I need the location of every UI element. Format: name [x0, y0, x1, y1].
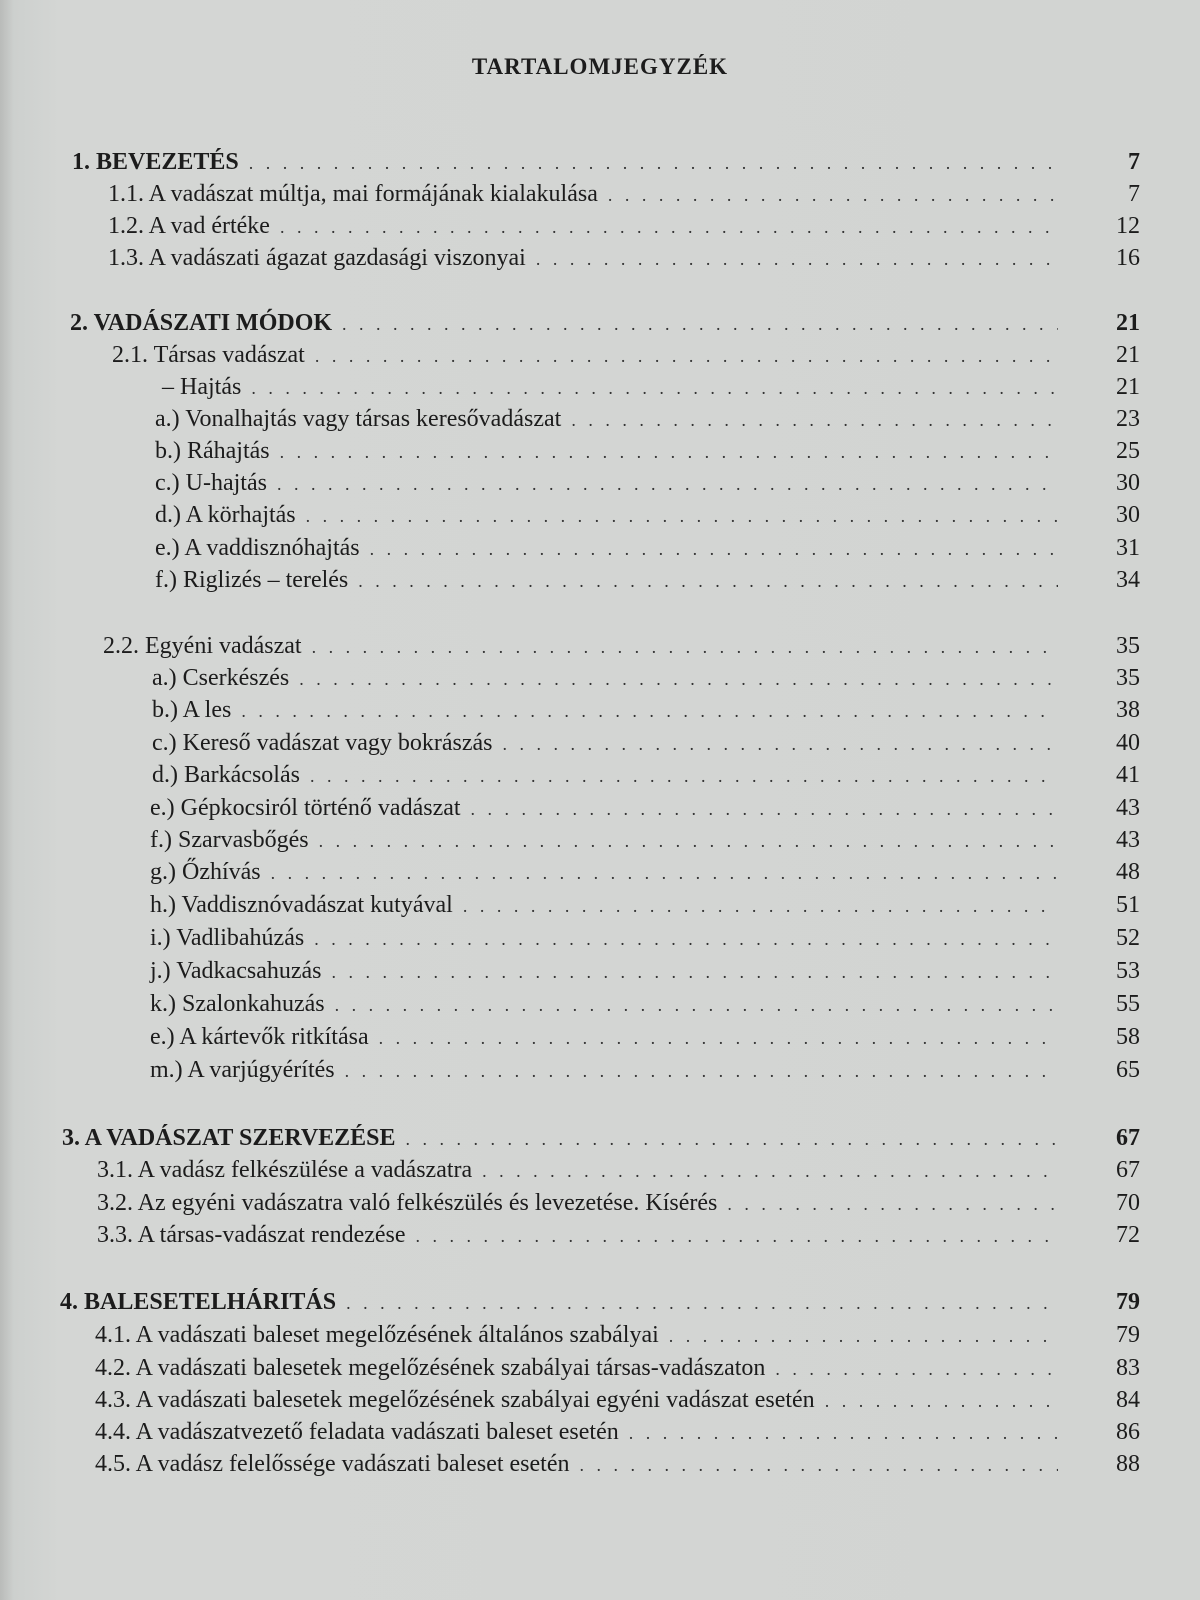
- toc-entry-label: 1. BEVEZETÉS: [72, 149, 239, 175]
- dot-leader: [775, 1353, 1058, 1385]
- toc-page-number: 67: [1116, 1125, 1140, 1151]
- toc-page-number: 79: [1116, 1289, 1140, 1315]
- toc-entry: [150, 1054, 1140, 1086]
- dot-leader: [319, 825, 1058, 857]
- toc-page-number: 55: [1116, 991, 1140, 1017]
- toc-page-number: 21: [1116, 310, 1140, 336]
- dot-leader: [251, 372, 1058, 404]
- toc-entry-label: h.) Vaddisznóvadászat kutyával: [150, 892, 453, 918]
- toc-entry-label: k.) Szalonkahuzás: [150, 991, 325, 1017]
- toc-page-number: 21: [1116, 342, 1140, 368]
- toc-entry-label: 3.1. A vadász felkészülése a vadászatra: [97, 1157, 473, 1183]
- toc-entry-label: 3.2. Az egyéni vadászatra való felkészülés és levezetése. Kísérés: [97, 1190, 718, 1216]
- toc-page-number: 41: [1116, 762, 1140, 788]
- toc-page-number: 88: [1116, 1451, 1140, 1477]
- dot-leader: [536, 243, 1058, 275]
- toc-entry: [108, 242, 1140, 274]
- toc-entry: [152, 727, 1140, 759]
- toc-page-number: 40: [1116, 730, 1140, 756]
- toc-entry-label: 4.1. A vadászati baleset megelőzésének általános szabályai: [95, 1322, 659, 1348]
- toc-page-number: 34: [1116, 567, 1140, 593]
- toc-page-number: 31: [1116, 535, 1140, 561]
- toc-page-number: 12: [1116, 213, 1140, 239]
- toc-page-number: 23: [1116, 406, 1140, 432]
- toc-entry-label: 3. A VADÁSZAT SZERVEZÉSE: [62, 1125, 396, 1151]
- toc-entry-label: 2.1. Társas vadászat: [112, 342, 305, 368]
- toc-entry-label: e.) A vaddisznóhajtás: [155, 535, 360, 561]
- toc-chapter-entry: [62, 1122, 1140, 1154]
- toc-page-number: 58: [1116, 1024, 1140, 1050]
- toc-entry: [97, 1154, 1140, 1186]
- toc-page-number: 86: [1116, 1419, 1140, 1445]
- toc-entry: [155, 499, 1140, 531]
- toc-entry-label: 4.3. A vadászati balesetek megelőzésének szabályai egyéni vadászat esetén: [95, 1387, 815, 1413]
- dot-leader: [379, 1022, 1058, 1054]
- toc-entry-label: 2.2. Egyéni vadászat: [103, 633, 302, 659]
- toc-entry-label: j.) Vadkacsahuzás: [150, 958, 322, 984]
- toc-page-number: 52: [1116, 925, 1140, 951]
- toc-entry: [150, 824, 1140, 856]
- dot-leader: [310, 760, 1058, 792]
- toc-entry: [103, 630, 1140, 662]
- page-title: TARTALOMJEGYZÉK: [471, 54, 729, 79]
- toc-entry-label: 3.3. A társas-vadászat rendezése: [97, 1222, 406, 1248]
- toc-entry-label: g.) Őzhívás: [150, 859, 261, 885]
- dot-leader: [314, 923, 1058, 955]
- toc-entry: [95, 1416, 1140, 1448]
- toc-entry: [95, 1448, 1140, 1480]
- dot-leader: [241, 695, 1058, 727]
- toc-chapter-entry: [72, 146, 1140, 178]
- toc-entry-label: c.) Kereső vadászat vagy bokrászás: [152, 730, 493, 756]
- toc-entry: [95, 1319, 1140, 1351]
- toc-page-number: 30: [1116, 502, 1140, 528]
- dot-leader: [503, 728, 1058, 760]
- toc-entry: [155, 467, 1140, 499]
- toc-entry-label: m.) A varjúgyérítés: [150, 1057, 335, 1083]
- toc-entry-label: b.) Ráhajtás: [155, 438, 270, 464]
- toc-page-number: 43: [1116, 827, 1140, 853]
- toc-entry: [155, 564, 1140, 596]
- toc-page-number: 25: [1116, 438, 1140, 464]
- dot-leader: [406, 1123, 1058, 1155]
- toc-entry: [95, 1384, 1140, 1416]
- toc-chapter-entry: [70, 307, 1140, 339]
- toc-entry: [108, 210, 1140, 242]
- toc-entry: [95, 1352, 1140, 1384]
- toc-entry: [155, 403, 1140, 435]
- toc-entry-label: e.) Gépkocsiról történő vadászat: [150, 795, 461, 821]
- dot-leader: [346, 1287, 1058, 1319]
- dot-leader: [335, 989, 1058, 1021]
- toc-page-number: 70: [1116, 1190, 1140, 1216]
- toc-entry-label: 4.4. A vadászatvezető feladata vadászati baleset esetén: [95, 1419, 619, 1445]
- dot-leader: [463, 890, 1058, 922]
- toc-entry-label: 4.2. A vadászati balesetek megelőzésének szabályai társas-vadászaton: [95, 1355, 766, 1381]
- dot-leader: [280, 436, 1058, 468]
- toc-page-number: 67: [1116, 1157, 1140, 1183]
- toc-entry: [152, 662, 1140, 694]
- toc-entry-label: i.) Vadlibahúzás: [150, 925, 305, 951]
- toc-entry: [150, 955, 1140, 987]
- toc-entry: [155, 435, 1140, 467]
- toc-entry-label: a.) Vonalhajtás vagy társas keresővadászat: [155, 406, 562, 432]
- dot-leader: [299, 663, 1058, 695]
- dot-leader: [669, 1320, 1058, 1352]
- toc-entry: [150, 792, 1140, 824]
- toc-page-number: 7: [1128, 149, 1140, 175]
- dot-leader: [608, 179, 1058, 211]
- toc-page-number: 7: [1128, 181, 1140, 207]
- toc-page-number: 84: [1116, 1387, 1140, 1413]
- toc-entry: [150, 988, 1140, 1020]
- toc-entry: [152, 759, 1140, 791]
- toc-entry-label: b.) A les: [152, 697, 232, 723]
- toc-entry-label: f.) Szarvasbőgés: [150, 827, 309, 853]
- toc-entry: [112, 339, 1140, 371]
- toc-entry-label: – Hajtás: [162, 374, 242, 400]
- toc-page-number: 53: [1116, 958, 1140, 984]
- toc-entry-label: d.) A körhajtás: [155, 502, 296, 528]
- toc-page-number: 30: [1116, 470, 1140, 496]
- toc-entry: [150, 1021, 1140, 1053]
- dot-leader: [312, 631, 1058, 663]
- dot-leader: [629, 1417, 1058, 1449]
- dot-leader: [579, 1449, 1058, 1481]
- toc-page-number: 48: [1116, 859, 1140, 885]
- dot-leader: [277, 468, 1058, 500]
- toc-entry: [150, 856, 1140, 888]
- toc-page-number: 16: [1116, 245, 1140, 271]
- toc-entry: [108, 178, 1140, 210]
- toc-entry-label: c.) U-hajtás: [155, 470, 267, 496]
- toc-page-number: 38: [1116, 697, 1140, 723]
- dot-leader: [571, 404, 1058, 436]
- toc-entry: [150, 922, 1140, 954]
- toc-page-number: 72: [1116, 1222, 1140, 1248]
- toc-entry-label: a.) Cserkészés: [152, 665, 290, 691]
- toc-page-number: 83: [1116, 1355, 1140, 1381]
- toc-entry: [162, 371, 1140, 403]
- dot-leader: [249, 147, 1058, 179]
- toc-entry-label: 2. VADÁSZATI MÓDOK: [70, 310, 333, 336]
- dot-leader: [416, 1220, 1058, 1252]
- toc-page-number: 43: [1116, 795, 1140, 821]
- dot-leader: [471, 793, 1058, 825]
- toc-entry-label: 1.3. A vadászati ágazat gazdasági viszonyai: [108, 245, 526, 271]
- dot-leader: [727, 1188, 1058, 1220]
- dot-leader: [315, 340, 1058, 372]
- toc-page-number: 35: [1116, 665, 1140, 691]
- dot-leader: [358, 565, 1058, 597]
- toc-entry: [155, 532, 1140, 564]
- toc-entry: [152, 694, 1140, 726]
- dot-leader: [345, 1055, 1058, 1087]
- dot-leader: [825, 1385, 1058, 1417]
- toc-page-number: 65: [1116, 1057, 1140, 1083]
- dot-leader: [482, 1155, 1058, 1187]
- toc-entry-label: 1.1. A vadászat múltja, mai formájának kialakulása: [108, 181, 598, 207]
- toc-chapter-entry: [60, 1286, 1140, 1318]
- dot-leader: [280, 211, 1058, 243]
- toc-entry-label: d.) Barkácsolás: [152, 762, 300, 788]
- toc-page-number: 51: [1116, 892, 1140, 918]
- dot-leader: [342, 308, 1058, 340]
- dot-leader: [370, 533, 1058, 565]
- toc-entry-label: 1.2. A vad értéke: [108, 213, 270, 239]
- dot-leader: [332, 956, 1059, 988]
- dot-leader: [306, 500, 1058, 532]
- toc-entry-label: f.) Riglizés – terelés: [155, 567, 349, 593]
- toc-page-number: 79: [1116, 1322, 1140, 1348]
- toc-entry-label: e.) A kártevők ritkítása: [150, 1024, 369, 1050]
- toc-entry: [97, 1219, 1140, 1251]
- dot-leader: [271, 857, 1058, 889]
- toc-entry-label: 4.5. A vadász felelőssége vadászati baleset esetén: [95, 1451, 570, 1477]
- toc-entry: [150, 889, 1140, 921]
- toc-page-number: 35: [1116, 633, 1140, 659]
- toc-entry-label: 4. BALESETELHÁRITÁS: [60, 1289, 337, 1315]
- toc-page-number: 21: [1116, 374, 1140, 400]
- toc-entry: [97, 1187, 1140, 1219]
